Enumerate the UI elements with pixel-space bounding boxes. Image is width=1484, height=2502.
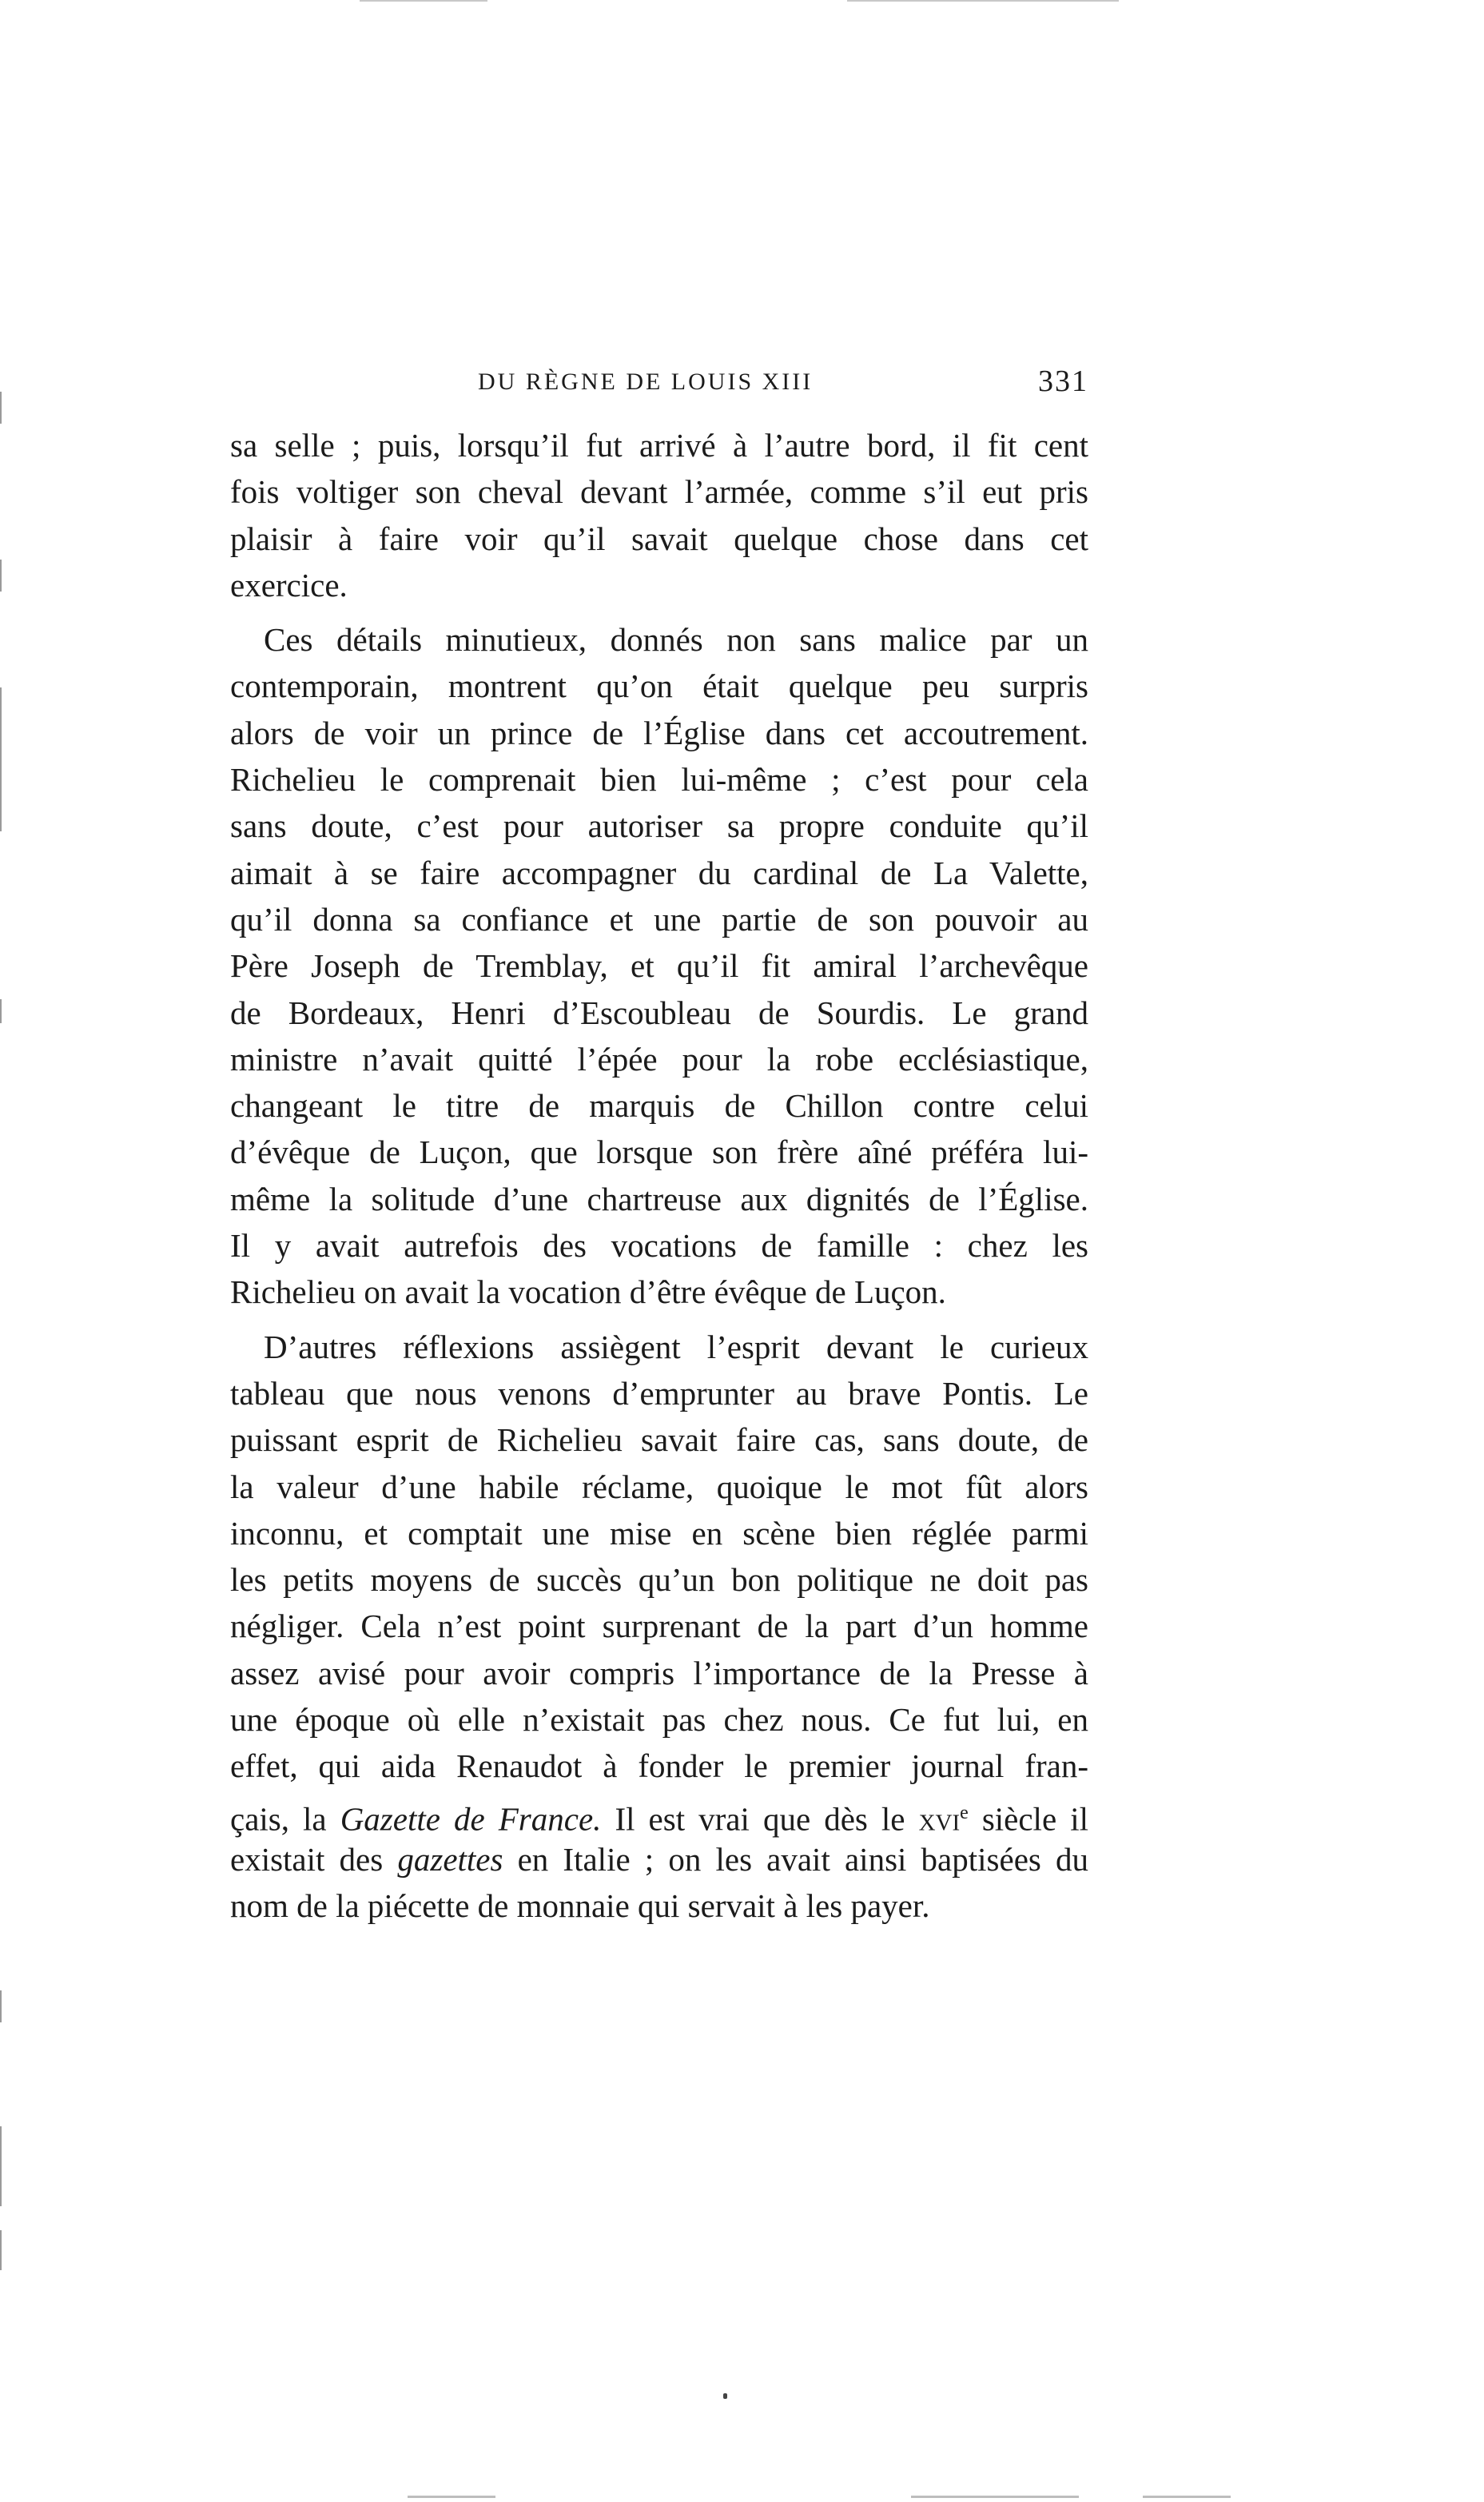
text-line: inconnu, et comptait une mise en scène bien réglée parmi [230, 1514, 1088, 1552]
scan-edge-mark [0, 999, 2, 1023]
paragraph-first-line: D’autres réflexions assiègent l’esprit devant le curieux [264, 1328, 1088, 1365]
text-line: les petits moyens de succès qu’un bon politique ne doit pas [230, 1561, 1088, 1599]
bottom-edge-rule [911, 2496, 1079, 2498]
ink-speck [723, 2393, 727, 2399]
text-line [230, 1836, 1088, 1882]
text-line: d’évêque de Luçon, que lorsque son frère aîné préféra lui- [230, 1133, 1088, 1171]
text-line: fois voltiger son cheval devant l’armée, comme s’il eut pris [230, 473, 1088, 511]
top-edge-rule [360, 0, 487, 2]
running-title: DU RÈGNE DE LOUIS XIII [478, 369, 814, 395]
text-line: la valeur d’une habile réclame, quoique le mot fût alors [230, 1468, 1088, 1505]
line-text: Il est vrai que dès le [601, 1800, 919, 1838]
text-line: nom de la piécette de monnaie qui servait à les payer. [230, 1887, 930, 1925]
text-line: Richelieu le comprenait bien lui-même ; c’est pour cela [230, 761, 1088, 799]
paragraph-first-line: Ces détails minutieux, donnés non sans malice par un [264, 621, 1088, 659]
century-roman: xvi [918, 1800, 961, 1838]
text-line: même la solitude d’une chartreuse aux dignités de l’Église. [230, 1180, 1088, 1217]
text-line: Il y avait autrefois des vocations de famille : chez les [230, 1227, 1088, 1265]
text-line: Père Joseph de Tremblay, et qu’il fit amiral l’archevêque [230, 947, 1088, 985]
body-text [230, 422, 1088, 1930]
text-line: qu’il donna sa confiance et une partie de son pouvoir au [230, 900, 1088, 938]
line-text: çais, la [230, 1800, 340, 1838]
text-line: plaisir à faire voir qu’il savait quelque chose dans cet [230, 520, 1088, 557]
century-superscript: e [960, 1802, 969, 1823]
text-line: effet, qui aida Renaudot à fonder le premier journal fran- [230, 1747, 1088, 1785]
text-line [230, 1790, 1088, 1836]
scan-edge-mark [0, 687, 2, 831]
text-line: contemporain, montrent qu’on était quelque peu surpris [230, 667, 1088, 705]
bottom-edge-rule [1143, 2496, 1231, 2498]
text-line: exercice. [230, 566, 348, 604]
page-number: 331 [1038, 365, 1088, 398]
italic-word: gazettes [397, 1840, 503, 1878]
scan-edge-mark [0, 2126, 2, 2206]
running-head [230, 364, 1088, 404]
text-line: tableau que nous venons d’emprunter au brave Pontis. Le [230, 1374, 1088, 1412]
text-line: puissant esprit de Richelieu savait faire cas, sans doute, de [230, 1421, 1088, 1459]
text-line: une époque où elle n’existait pas chez nous. Ce fut lui, en [230, 1701, 1088, 1739]
text-line: sans doute, c’est pour autoriser sa propre conduite qu’il [230, 807, 1088, 845]
text-line: ministre n’avait quitté l’épée pour la robe ecclésiastique, [230, 1040, 1088, 1078]
scan-edge-mark [0, 2230, 2, 2270]
scan-edge-mark [0, 392, 2, 424]
bottom-edge-rule [408, 2496, 495, 2498]
text-line: négliger. Cela n’est point surprenant de la part d’un homme [230, 1608, 1088, 1645]
text-line: assez avisé pour avoir compris l’importance de la Presse à [230, 1654, 1088, 1691]
text-line: Richelieu on avait la vocation d’être évêque de Luçon. [230, 1273, 946, 1311]
text-line: de Bordeaux, Henri d’Escoubleau de Sourdis. Le grand [230, 994, 1088, 1031]
text-line: sa selle ; puis, lorsqu’il fut arrivé à l’autre bord, il fit cent [230, 427, 1088, 464]
scan-edge-mark [0, 560, 2, 592]
line-text: en Italie ; on les avait ainsi baptisées du [503, 1840, 1088, 1878]
line-text: existait des [230, 1840, 398, 1878]
line-text: siècle il [968, 1800, 1088, 1838]
text-line: changeant le titre de marquis de Chillon contre celui [230, 1087, 1088, 1125]
italic-title: Gazette de France. [340, 1800, 602, 1838]
scan-edge-mark [0, 1990, 2, 2022]
text-line: aimait à se faire accompagner du cardinal de La Valette, [230, 854, 1088, 891]
top-edge-rule [847, 0, 1119, 2]
text-line: alors de voir un prince de l’Église dans cet accoutrement. [230, 714, 1088, 751]
